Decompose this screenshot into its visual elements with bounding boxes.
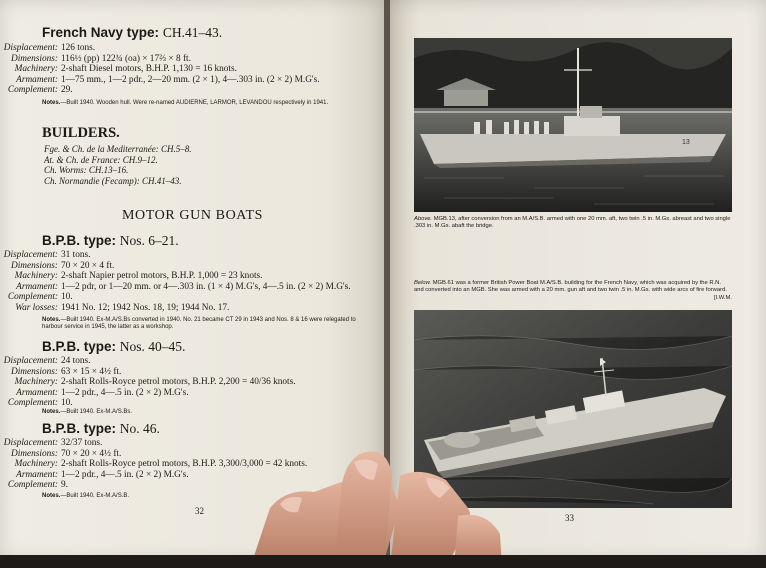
spec-row [0, 64, 362, 75]
notes-text: —Built 1940. Ex-M.A/S.B. [60, 493, 130, 499]
french-navy-notes [42, 100, 364, 107]
spec-row [0, 367, 370, 378]
builders-list [44, 144, 191, 186]
spec-value: 1—2 pdr, or 1—20 mm. or 4—.303 in. (1 × 4) M.G's, 4—.5 in. (2 × 2) M.G's. [61, 281, 351, 292]
notes-text: —Built 1940. Ex-M.A/S.Bs. [60, 409, 133, 415]
bpb-specs-2 [0, 356, 370, 409]
bpb-heading-3 [42, 421, 160, 437]
spec-value: 1—75 mm., 1—2 pdr., 2—20 mm. (2 × 1), 4—.303 in. (2 × 2) M.G's. [61, 74, 320, 85]
bpb-heading-2 [42, 339, 185, 355]
french-navy-heading [42, 25, 222, 41]
french-navy-heading-value: CH.41–43. [162, 25, 223, 40]
spec-value: 9. [61, 480, 68, 491]
builder-item: Ch. Normandie (Fecamp): CH.41–43. [44, 175, 182, 186]
bpb-notes-1 [42, 317, 364, 331]
spec-row [0, 43, 362, 54]
caption-below [414, 280, 732, 302]
spec-key: Dimensions: [11, 448, 58, 459]
spec-row [0, 271, 362, 282]
spec-value: 1—2 pdr., 4—.5 in. (2 × 2) M.G's. [61, 387, 189, 398]
spec-key: Armament: [16, 74, 58, 85]
spec-value: 2-shaft Rolls-Royce petrol motors, B.H.P. 3,300/3,000 = 42 knots. [61, 459, 308, 470]
spec-row [0, 398, 370, 409]
page-number-right: 33 [565, 513, 574, 523]
spec-row [0, 250, 362, 261]
bpb-heading-value: Nos. 6–21. [119, 233, 179, 248]
spec-key: Machinery: [14, 271, 58, 282]
spec-key: Complement: [7, 480, 58, 491]
spec-key: Dimensions: [11, 366, 58, 377]
spec-value: 126 tons. [61, 43, 96, 53]
spec-value: 10. [61, 398, 73, 409]
spec-value: 31 tons. [61, 250, 91, 260]
caption-text: MGB.13, after conversion from an M.A/S.B. armed with one 20 mm. aft, two twin .5 in. M.Gs. abreast and two single .303 in. M.Gs. abaft the bridge. [414, 216, 731, 230]
spec-key: Dimensions: [11, 260, 58, 271]
spec-key: Machinery: [14, 64, 58, 75]
notes-label: Notes. [42, 409, 61, 415]
bpb-heading-label: B.P.B. type: [42, 339, 117, 354]
spec-key: Complement: [7, 398, 58, 409]
french-navy-specs [0, 43, 362, 96]
spec-key: Displacement: [3, 356, 58, 366]
bottom-edge [0, 555, 766, 568]
spec-key: Machinery: [14, 459, 58, 470]
notes-label: Notes. [42, 317, 61, 323]
spec-value: 2-shaft Rolls-Royce petrol motors, B.H.P. 2,200 = 40/36 knots. [61, 377, 296, 388]
builder-item: Ch. Worms: CH.13–16. [44, 165, 129, 175]
spec-key: Complement: [7, 292, 58, 303]
spec-key: Displacement: [3, 250, 58, 260]
builders-heading: BUILDERS. [42, 125, 120, 141]
bpb-heading-1 [42, 233, 179, 249]
spec-row [0, 75, 362, 86]
notes-text: —Built 1940. Wooden hull. Were re-named AUDIERNE, LARMOR, LEVANDOU respectively in 1941. [60, 100, 329, 106]
spec-value: 1941 No. 12; 1942 Nos. 18, 19; 1944 No. 17. [61, 302, 230, 313]
builder-item: At. & Ch. de France: CH.9–12. [44, 154, 158, 165]
bpb-heading-label: B.P.B. type: [42, 233, 117, 248]
spec-value: 29. [61, 85, 73, 96]
spec-row [0, 377, 370, 388]
spec-row [0, 388, 370, 399]
bpb-notes-2 [42, 409, 364, 416]
caption-text: MGB.61 was a former British Power Boat M.A/S.B. building for the French Navy, which was acquired by the R.N. and converted into an MGB. She was armed with a 20 mm. gun aft and two twin .5 in. M.Gs. with wide arcs of fire forward. [414, 280, 727, 294]
page-number-left: 32 [195, 506, 204, 516]
spec-key: Displacement: [3, 438, 58, 448]
spec-key: Displacement: [3, 43, 58, 53]
spec-value: 70 × 20 × 4½ ft. [61, 448, 122, 459]
svg-text:13: 13 [682, 139, 690, 146]
bpb-heading-label: B.P.B. type: [42, 421, 117, 436]
caption-above [414, 216, 732, 231]
spec-value: 70 × 20 × 4 ft. [61, 260, 115, 271]
spec-key: Armament: [16, 281, 58, 292]
photo-mgb-13 [414, 38, 732, 212]
spec-key: Complement: [7, 85, 58, 96]
section-heading: MOTOR GUN BOATS [122, 208, 263, 223]
spec-value: 32/37 tons. [61, 438, 103, 448]
spec-value: 2-shaft Napier petrol motors, B.H.P. 1,000 = 23 knots. [61, 271, 263, 282]
spec-key: Machinery: [14, 377, 58, 388]
notes-label: Notes. [42, 493, 61, 499]
bpb-heading-value: Nos. 40–45. [119, 339, 186, 354]
bpb-heading-value: No. 46. [119, 421, 160, 436]
notes-text: —Built 1940. Ex-M.A/S.Bs converted in 1940. No. 21 became CT 29 in 1943 and Nos. 8 & 16 were relegated to harbour service in 1945, the latter as a workshop. [42, 317, 356, 330]
spec-row [0, 292, 362, 303]
hand [250, 448, 510, 568]
french-navy-heading-label: French Navy type: [42, 25, 160, 40]
photo-mgb-13-image [414, 38, 732, 212]
spec-key: Armament: [16, 469, 58, 480]
spec-value: 24 tons. [61, 356, 91, 366]
spec-key: War losses: [15, 302, 58, 313]
bpb-specs-1 [0, 250, 362, 314]
spec-row [0, 261, 362, 272]
notes-label: Notes. [42, 100, 61, 106]
builder-item: Fge. & Ch. de la Mediterranée: CH.5–8. [44, 144, 192, 154]
spec-row [0, 282, 362, 293]
spec-value: 116½ (pp) 122¾ (oa) × 17⅔ × 8 ft. [61, 53, 191, 64]
spec-row [0, 85, 362, 96]
spec-row [0, 438, 352, 449]
photo-credit: [I.W.M. [713, 294, 732, 301]
spec-value: 10. [61, 292, 73, 303]
caption-label: Above. [414, 216, 433, 222]
spec-key: Dimensions: [11, 53, 58, 64]
spec-value: 63 × 15 × 4½ ft. [61, 366, 122, 377]
spec-key: Armament: [16, 387, 58, 398]
spec-value: 1—2 pdr., 4—.5 in. (2 × 2) M.G's. [61, 469, 189, 480]
spec-value: 2-shaft Diesel motors, B.H.P. 1,130 = 16 knots. [61, 64, 237, 75]
spec-row [0, 303, 362, 314]
spec-row [0, 54, 362, 65]
spec-row [0, 356, 370, 367]
caption-label: Below. [414, 280, 432, 286]
